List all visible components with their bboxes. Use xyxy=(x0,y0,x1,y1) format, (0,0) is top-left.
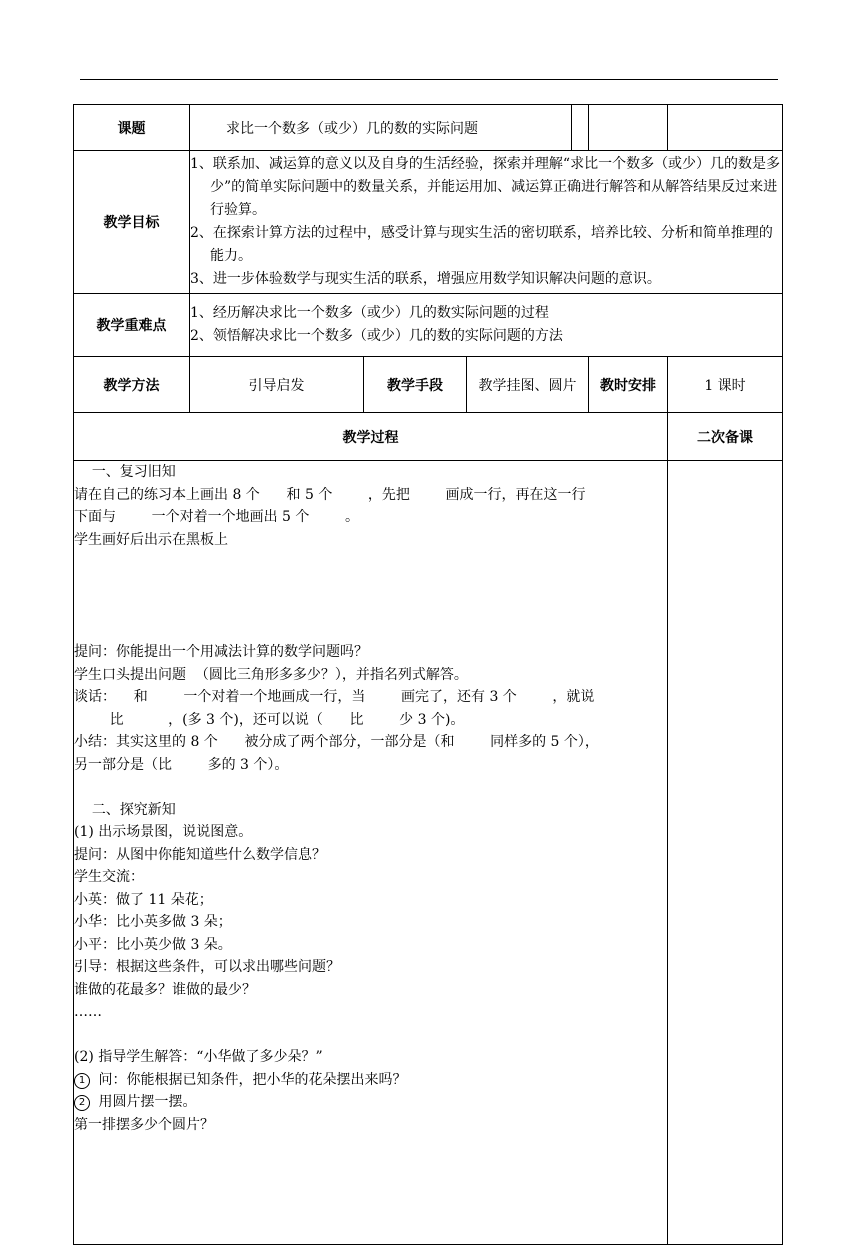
process-last-line: 第一排摆多少个圆片？ xyxy=(74,1116,214,1133)
process-line: 谁做的花最多？谁做的最少？ xyxy=(74,981,256,998)
goal-item-1: 1、联系加、减运算的意义以及自身的生活经验，探索并理解“求比一个数多（或少）几的数是多少”的简单实际问题中的数量关系，并能运用加、减运算正确进行解答和从解答结果反过来进行验算。 xyxy=(190,156,781,218)
process-line: …… xyxy=(74,1004,102,1020)
process-line: 学生画好后出示在黑板上 xyxy=(74,531,228,548)
topic-row xyxy=(74,105,783,151)
goal-item-3: 3、进一步体验数学与现实生活的联系，增强应用数学知识解决问题的意识。 xyxy=(190,271,661,287)
process-line: 另一部分是（比 多的 3 个）。 xyxy=(74,756,289,773)
process-content xyxy=(74,461,668,1245)
process-line xyxy=(74,551,667,574)
process-line: 提问：从图中你能知道些什么数学信息？ xyxy=(74,846,326,863)
step-text-1: 问：你能根据已知条件，把小华的花朵摆出来吗？ xyxy=(94,1071,407,1088)
time-value: 1 课时 xyxy=(668,357,783,413)
methods-row xyxy=(74,357,783,413)
means-label: 教学手段 xyxy=(364,357,467,413)
topic-blank-cell-2 xyxy=(589,105,668,151)
process-header-row xyxy=(74,413,783,461)
goal-item-2: 2、在探索计算方法的过程中，感受计算与现实生活的密切联系，培养比较、分析和简单推理的能力。 xyxy=(190,225,773,264)
process-line: 比 ，(多 3 个)，还可以说（ 比 少 3 个)。 xyxy=(74,711,465,728)
second-prep-label: 二次备课 xyxy=(668,413,783,461)
process-line xyxy=(74,1024,667,1047)
process-step-2 xyxy=(74,1091,667,1114)
process-line: 小平：比小英少做 3 朵。 xyxy=(74,936,232,953)
means-value: 教学挂图、圆片 xyxy=(467,357,589,413)
page-header-rule xyxy=(80,79,778,80)
process-line: 提问：你能提出一个用减法计算的数学问题吗？ xyxy=(74,644,368,660)
second-prep-cell xyxy=(668,461,783,1245)
process-line: 小英：做了 11 朵花； xyxy=(74,891,213,908)
process-lines xyxy=(74,461,667,1069)
process-line: 下面与 一个对着一个地画出 5 个 。 xyxy=(74,509,360,525)
process-line: 请在自己的练习本上画出 8 个 和 5 个 ，先把 画成一行，再在这一行 xyxy=(74,486,586,503)
process-line: 一、复习旧知 xyxy=(74,464,176,480)
goals-row xyxy=(74,151,783,294)
process-line: 二、探究新知 xyxy=(74,801,176,818)
topic-value: 求比一个数多（或少）几的数的实际问题 xyxy=(190,105,572,151)
process-line: 学生交流： xyxy=(74,869,144,885)
goals-label: 教学目标 xyxy=(74,151,190,294)
topic-blank-cell-1 xyxy=(572,105,589,151)
topic-blank-cell-3 xyxy=(668,105,783,151)
process-line: (1) 出示场景图，说说图意。 xyxy=(74,824,253,840)
process-row xyxy=(74,461,783,1245)
method-label: 教学方法 xyxy=(74,357,190,413)
process-line: 引导：根据这些条件，可以求出哪些问题？ xyxy=(74,959,340,975)
goals-cell xyxy=(190,151,783,294)
process-line: 小华：比小英多做 3 朵； xyxy=(74,914,232,930)
process-line xyxy=(74,619,667,642)
method-value: 引导启发 xyxy=(190,357,364,413)
keypoints-row xyxy=(74,294,783,357)
keypoints-label: 教学重难点 xyxy=(74,294,190,357)
process-line: 小结：其实这里的 8 个 被分成了两个部分，一部分是（和 同样多的 5 个）， xyxy=(74,734,599,750)
process-step-1 xyxy=(74,1069,667,1092)
process-label: 教学过程 xyxy=(74,413,668,461)
keypoint-item-2: 2、领悟解决求比一个数多（或少）几的数的实际问题的方法 xyxy=(190,328,563,344)
time-label: 教时安排 xyxy=(589,357,668,413)
topic-label: 课题 xyxy=(74,105,190,151)
keypoints-cell xyxy=(190,294,783,357)
step-number-2: 2 xyxy=(74,1095,90,1111)
step-number-1: 1 xyxy=(74,1073,90,1089)
process-line: 谈话： 和 一个对着一个地画成一行，当 画完了，还有 3 个 ，就说 xyxy=(74,689,595,705)
process-line xyxy=(74,776,667,799)
step-text-2: 用圆片摆一摆。 xyxy=(94,1094,197,1110)
process-line xyxy=(74,596,667,619)
process-line: 学生口头提出问题 （圆比三角形多多少？），并指名列式解答。 xyxy=(74,666,468,683)
keypoint-item-1: 1、经历解决求比一个数多（或少）几的数实际问题的过程 xyxy=(190,305,549,321)
process-line: (2) 指导学生解答：“小华做了多少朵？” xyxy=(74,1049,323,1065)
lesson-plan-table xyxy=(73,104,783,1245)
process-line xyxy=(74,574,667,597)
